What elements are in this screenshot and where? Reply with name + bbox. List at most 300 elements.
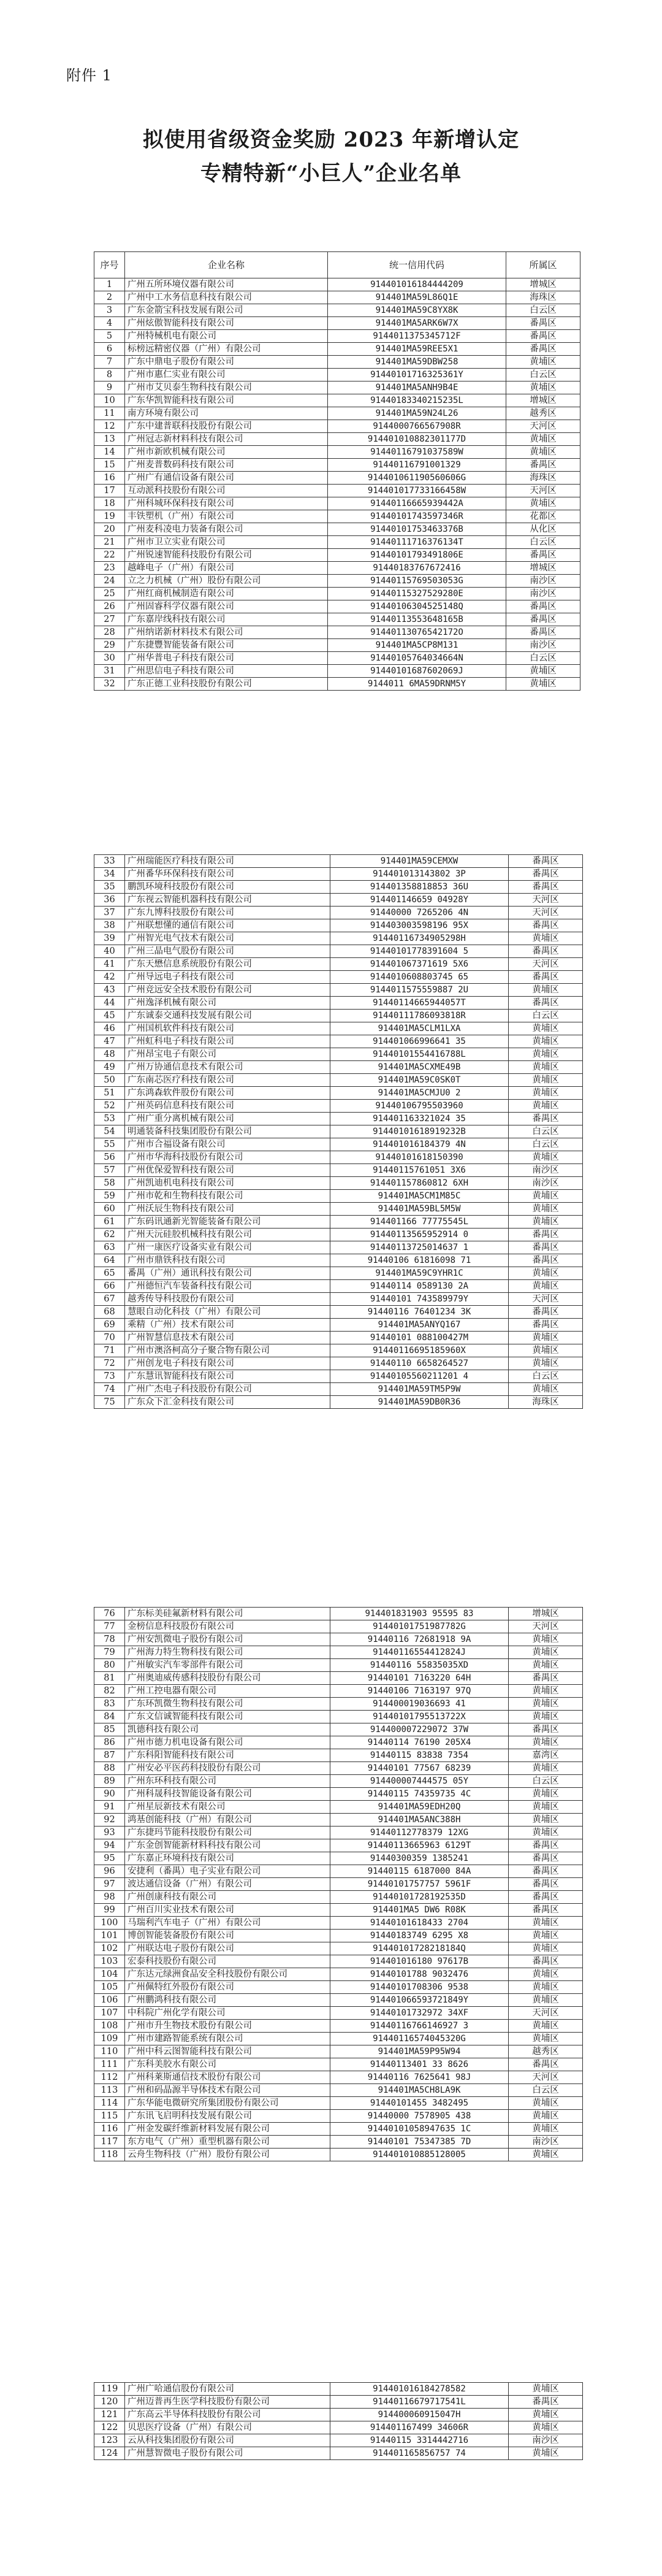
company-name: 南方环境有限公司 — [125, 407, 328, 420]
company-name: 广州广杰电子科技股份有限公司 — [125, 1383, 330, 1396]
row-number: 93 — [94, 1827, 125, 1839]
company-name: 广东标美硅氟新材料有限公司 — [125, 1608, 330, 1620]
district: 黄埔区 — [509, 1383, 583, 1396]
row-number: 62 — [94, 1229, 125, 1241]
company-name: 广州番华环保科技有限公司 — [125, 868, 330, 881]
district: 番禺区 — [509, 881, 583, 894]
row-number: 105 — [94, 1981, 125, 1994]
company-name: 广州广哈通信股份有限公司 — [125, 2383, 330, 2396]
row-number: 94 — [94, 1839, 125, 1852]
credit-code: 914401163321024 35 — [330, 1113, 509, 1125]
table-row — [94, 356, 580, 369]
district: 白云区 — [509, 1138, 583, 1151]
table-row — [94, 1010, 583, 1022]
company-name: 广州联达电子股份有限公司 — [125, 1942, 330, 1955]
row-number: 1 — [94, 278, 125, 291]
row-number: 51 — [94, 1087, 125, 1100]
credit-code: 91440101618150390 — [330, 1151, 509, 1164]
district: 天河区 — [509, 907, 583, 919]
company-name: 广州市华海科技股份有限公司 — [125, 1151, 330, 1164]
credit-code: 914401MA59EDH20Q — [330, 1801, 509, 1814]
table-row — [94, 2097, 583, 2110]
credit-code: 91440106 7163197 97Q — [330, 1685, 509, 1698]
table-row — [94, 472, 580, 485]
company-name: 广州华普电子科技有限公司 — [125, 652, 328, 665]
page-title-line-1: 拟使用省级资金奖励 2023 年新增认定 — [142, 128, 520, 152]
district: 南沙区 — [509, 2434, 583, 2447]
row-number: 38 — [94, 919, 125, 932]
row-number: 49 — [94, 1061, 125, 1074]
credit-code: 91440116791037589W — [328, 446, 506, 459]
district: 黄埔区 — [509, 1981, 583, 1994]
table-row — [94, 1878, 583, 1891]
credit-code: 914401MA5CH8LA9K — [330, 2084, 509, 2097]
table-row — [94, 1981, 583, 1994]
table-row — [94, 665, 580, 678]
credit-code: 91440111786093818R — [330, 1010, 509, 1022]
row-number: 12 — [94, 420, 125, 433]
district: 增城区 — [506, 394, 580, 407]
company-name: 波达通信设备（广州）有限公司 — [125, 1878, 330, 1891]
company-name: 广州五所环境仪器有限公司 — [125, 278, 328, 291]
credit-code: 914401MA59C9YHR1C — [330, 1267, 509, 1280]
company-name: 广州虹科电子科技有限公司 — [125, 1035, 330, 1048]
credit-code: 91440116679717541L — [330, 2396, 509, 2409]
row-number: 35 — [94, 881, 125, 894]
table-row — [94, 945, 583, 958]
district: 黄埔区 — [509, 1994, 583, 2007]
credit-code: 91440111716376134T — [328, 536, 506, 549]
company-name: 广州一康医疗设备实业有限公司 — [125, 1241, 330, 1254]
row-number: 95 — [94, 1852, 125, 1865]
credit-code: 914401MA5 DW6 R08K — [330, 1904, 509, 1917]
company-name: 马瑞利汽车电子（广州）有限公司 — [125, 1917, 330, 1930]
district: 黄埔区 — [509, 1048, 583, 1061]
credit-code: 91440114 76190 205X4 — [330, 1736, 509, 1749]
table-row — [94, 984, 583, 997]
table-row — [94, 1865, 583, 1878]
company-name: 安捷利（番禺）电子实业有限公司 — [125, 1865, 330, 1878]
table-row — [94, 2071, 583, 2084]
credit-code: 914401MA5ANH9B4E — [328, 381, 506, 394]
company-name: 广州创康科技有限公司 — [125, 1891, 330, 1904]
district: 黄埔区 — [509, 1633, 583, 1646]
table-row — [94, 2007, 583, 2020]
credit-code: 91440300359 1385241 — [330, 1852, 509, 1865]
table-row — [94, 1190, 583, 1203]
company-name: 广州竞远安全技术股份有限公司 — [125, 984, 330, 997]
company-name: 云舟生物科技（广州）股份有限公司 — [125, 2149, 330, 2161]
company-name: 广州中工水务信息科技有限公司 — [125, 291, 328, 304]
credit-code: 91440183767672416 — [328, 562, 506, 575]
row-number: 33 — [94, 855, 125, 868]
district: 越秀区 — [506, 407, 580, 420]
district: 黄埔区 — [509, 2447, 583, 2460]
company-name: 广州佩特红外股份有限公司 — [125, 1981, 330, 1994]
table-row — [94, 1672, 583, 1685]
company-name: 广州工控电器有限公司 — [125, 1685, 330, 1698]
credit-code: 91440114 0589130 2A — [330, 1280, 509, 1293]
credit-code: 914401166 77775545L — [330, 1216, 509, 1229]
table-row — [94, 1125, 583, 1138]
district: 天河区 — [509, 894, 583, 907]
row-number: 16 — [94, 472, 125, 485]
company-name: 广东达元绿洲食品安全科技股份有限公司 — [125, 1968, 330, 1981]
row-number: 59 — [94, 1190, 125, 1203]
district: 番禺区 — [509, 1319, 583, 1332]
company-name: 互动派科技股份有限公司 — [125, 485, 328, 497]
row-number: 24 — [94, 575, 125, 588]
district: 番禺区 — [509, 1254, 583, 1267]
row-number: 25 — [94, 588, 125, 600]
credit-code: 914400007229072 37W — [330, 1723, 509, 1736]
credit-code: 91440106 61816098 71 — [330, 1254, 509, 1267]
row-number: 76 — [94, 1608, 125, 1620]
table-row — [94, 446, 580, 459]
row-number: 52 — [94, 1100, 125, 1113]
credit-code: 91440116734905298H — [330, 932, 509, 945]
district: 番禺区 — [509, 997, 583, 1010]
company-name: 广州中科云图智能科技有限公司 — [125, 2045, 330, 2058]
row-number: 107 — [94, 2007, 125, 2020]
table-row — [94, 894, 583, 907]
row-number: 5 — [94, 330, 125, 343]
row-number: 21 — [94, 536, 125, 549]
credit-code: 91440113553648165B — [328, 613, 506, 626]
district: 黄埔区 — [509, 1022, 583, 1035]
table-row — [94, 639, 580, 652]
company-name: 广州市合福设备有限公司 — [125, 1138, 330, 1151]
company-name: 广州智光电气技术有限公司 — [125, 932, 330, 945]
district: 黄埔区 — [509, 984, 583, 997]
credit-code: 91440101 75347385 7D — [330, 2136, 509, 2149]
company-name: 广州逸泽机械有限公司 — [125, 997, 330, 1010]
row-number: 79 — [94, 1646, 125, 1659]
table-row — [94, 600, 580, 613]
table-row — [94, 1762, 583, 1775]
district: 番禺区 — [509, 1955, 583, 1968]
credit-code: 914401157860812 6XH — [330, 1177, 509, 1190]
table-row — [94, 1216, 583, 1229]
credit-code: 9144010608803745 65 — [330, 971, 509, 984]
district: 黄埔区 — [509, 1061, 583, 1074]
credit-code: 91440101728218184Q — [330, 1942, 509, 1955]
table-row — [94, 2110, 583, 2123]
company-name: 广州市卫立实业有限公司 — [125, 536, 328, 549]
table-row — [94, 1646, 583, 1659]
credit-code: 91440115769503053G — [328, 575, 506, 588]
row-number: 22 — [94, 549, 125, 562]
credit-code: 914401MA59L86Q1E — [328, 291, 506, 304]
credit-code: 914401MA59DB0R36 — [330, 1396, 509, 1409]
company-name: 标榜远精密仪器（广州）有限公司 — [125, 343, 328, 356]
company-name: 广州炫傲智能科技有限公司 — [125, 317, 328, 330]
company-name: 中科院广州化学有限公司 — [125, 2007, 330, 2020]
company-name: 金榜信息科技股份有限公司 — [125, 1620, 330, 1633]
company-name: 越秀传导科技股份有限公司 — [125, 1293, 330, 1306]
table-row — [94, 613, 580, 626]
table-row — [94, 1904, 583, 1917]
district: 黄埔区 — [509, 1698, 583, 1711]
credit-code: 91440116554412824J — [330, 1646, 509, 1659]
row-number: 41 — [94, 958, 125, 971]
table-row — [94, 1241, 583, 1254]
credit-code: 91440101 7163220 64H — [330, 1672, 509, 1685]
header-company-name: 企业名称 — [125, 252, 328, 278]
row-number: 10 — [94, 394, 125, 407]
credit-code: 91440101554416788L — [330, 1048, 509, 1061]
district: 黄埔区 — [509, 1711, 583, 1723]
credit-code: 91440110 6658264527 — [330, 1357, 509, 1370]
company-name: 广州市乾和生物科技有限公司 — [125, 1190, 330, 1203]
table-row — [94, 855, 583, 868]
credit-code: 914401MA59DBW258 — [328, 356, 506, 369]
table-row — [94, 1280, 583, 1293]
district: 黄埔区 — [509, 1190, 583, 1203]
table-row — [94, 1852, 583, 1865]
table-row — [94, 1839, 583, 1852]
table-row — [94, 2434, 583, 2447]
table-row — [94, 652, 580, 665]
company-name: 广州导远电子科技有限公司 — [125, 971, 330, 984]
table-row — [94, 1370, 583, 1383]
company-name: 广州广重分离机械有限公司 — [125, 1113, 330, 1125]
company-name: 广州英码信息科技有限公司 — [125, 1100, 330, 1113]
table-row — [94, 536, 580, 549]
credit-code: 91440101058947635 1C — [330, 2123, 509, 2136]
district: 增城区 — [509, 1608, 583, 1620]
table-row — [94, 1396, 583, 1409]
table-row — [94, 1022, 583, 1035]
district: 番禺区 — [509, 868, 583, 881]
row-number: 114 — [94, 2097, 125, 2110]
company-name: 广州德恒汽车装备科技有限公司 — [125, 1280, 330, 1293]
row-number: 96 — [94, 1865, 125, 1878]
company-name: 广州市澳洛柯高分子聚合物有限公司 — [125, 1344, 330, 1357]
table-row — [94, 1061, 583, 1074]
district: 白云区 — [506, 652, 580, 665]
credit-code: 91440101716325361Y — [328, 369, 506, 381]
table-row — [94, 2045, 583, 2058]
district: 番禺区 — [506, 626, 580, 639]
credit-code: 91440112778379 12XG — [330, 1827, 509, 1839]
district: 番禺区 — [506, 613, 580, 626]
district: 番禺区 — [509, 2058, 583, 2071]
company-name: 广州广有通信设备有限公司 — [125, 472, 328, 485]
district: 番禺区 — [506, 459, 580, 472]
company-name: 鸿基创能科技（广州）有限公司 — [125, 1814, 330, 1827]
table-row — [94, 1685, 583, 1698]
credit-code: 91440000 7265206 4N — [330, 907, 509, 919]
district: 黄埔区 — [509, 2421, 583, 2434]
district: 番禺区 — [509, 1891, 583, 1904]
row-number: 78 — [94, 1633, 125, 1646]
table-row — [94, 304, 580, 317]
table-row — [94, 575, 580, 588]
table-row — [94, 1332, 583, 1344]
company-name: 广州科莱斯通信技术股份有限公司 — [125, 2071, 330, 2084]
company-name: 广东码讯通新光智能装备有限公司 — [125, 1216, 330, 1229]
table-row — [94, 343, 580, 356]
row-number: 44 — [94, 997, 125, 1010]
company-name: 广东鸿森软件股份有限公司 — [125, 1087, 330, 1100]
table-row — [94, 433, 580, 446]
credit-code: 914400019036693 41 — [330, 1698, 509, 1711]
credit-code: 914401017733166458W — [328, 485, 506, 497]
district: 番禺区 — [509, 1229, 583, 1241]
credit-code: 91440115 6187000 84A — [330, 1865, 509, 1878]
table-row — [94, 1138, 583, 1151]
table-row — [94, 278, 580, 291]
district: 白云区 — [509, 1370, 583, 1383]
row-number: 23 — [94, 562, 125, 575]
company-name: 广州红商机械制造有限公司 — [125, 588, 328, 600]
credit-code: 914401MA59P95W94 — [330, 2045, 509, 2058]
table-row — [94, 1319, 583, 1332]
row-number: 121 — [94, 2409, 125, 2421]
company-name: 越峰电子（广州）有限公司 — [125, 562, 328, 575]
district: 黄埔区 — [509, 1968, 583, 1981]
row-number: 6 — [94, 343, 125, 356]
table-row — [94, 2123, 583, 2136]
district: 天河区 — [509, 2071, 583, 2084]
credit-code: 914403003598196 95X — [330, 919, 509, 932]
row-number: 58 — [94, 1177, 125, 1190]
company-name: 广州市艾贝泰生物科技有限公司 — [125, 381, 328, 394]
table-row — [94, 2033, 583, 2045]
company-name: 立之力机械（广州）股份有限公司 — [125, 575, 328, 588]
district: 番禺区 — [509, 1113, 583, 1125]
row-number: 60 — [94, 1203, 125, 1216]
credit-code: 91440101618919232B — [330, 1125, 509, 1138]
district: 番禺区 — [509, 2396, 583, 2409]
row-number: 116 — [94, 2123, 125, 2136]
credit-code: 91440114665944057T — [330, 997, 509, 1010]
row-number: 101 — [94, 1930, 125, 1942]
company-name: 广州瑞能医疗科技有限公司 — [125, 855, 330, 868]
company-name: 广州奥迪威传感科技股份有限公司 — [125, 1672, 330, 1685]
row-number: 17 — [94, 485, 125, 497]
district: 天河区 — [506, 485, 580, 497]
credit-code: 91440101 743589979Y — [330, 1293, 509, 1306]
row-number: 73 — [94, 1370, 125, 1383]
company-name: 广州智慧信息技术有限公司 — [125, 1332, 330, 1344]
table-row — [94, 1113, 583, 1125]
credit-code: 91440113665963 6129T — [330, 1839, 509, 1852]
company-name: 广东科美胶水有限公司 — [125, 2058, 330, 2071]
table-segment-4 — [94, 2382, 577, 2460]
row-number: 111 — [94, 2058, 125, 2071]
district: 黄埔区 — [509, 1659, 583, 1672]
company-name: 广州锐速智能科技股份有限公司 — [125, 549, 328, 562]
table-row — [94, 1994, 583, 2007]
district: 黄埔区 — [509, 2409, 583, 2421]
district: 黄埔区 — [506, 678, 580, 691]
company-name: 广州鹏鸿科技有限公司 — [125, 1994, 330, 2007]
company-name: 广州市惠仁实业有限公司 — [125, 369, 328, 381]
credit-code: 914401MA59C8YX8K — [328, 304, 506, 317]
row-number: 80 — [94, 1659, 125, 1672]
table-row — [94, 381, 580, 394]
credit-code: 9144000766567908R — [328, 420, 506, 433]
company-name: 广州慧智微电子股份有限公司 — [125, 2447, 330, 2460]
company-name: 广州百川实业技术有限公司 — [125, 1904, 330, 1917]
company-name: 广东金创智能新材料科技有限公司 — [125, 1839, 330, 1852]
row-number: 26 — [94, 600, 125, 613]
table-row — [94, 1267, 583, 1280]
company-name: 广东华凯智能科技有限公司 — [125, 394, 328, 407]
row-number: 11 — [94, 407, 125, 420]
row-number: 86 — [94, 1736, 125, 1749]
table-row — [94, 971, 583, 984]
table-row — [94, 678, 580, 691]
district: 天河区 — [509, 1293, 583, 1306]
row-number: 66 — [94, 1280, 125, 1293]
district: 嘉湾区 — [509, 1749, 583, 1762]
row-number: 99 — [94, 1904, 125, 1917]
credit-code: 91440116 72681918 9A — [330, 1633, 509, 1646]
table-row — [94, 1814, 583, 1827]
credit-code: 91440101757757 5961F — [330, 1878, 509, 1891]
table-row — [94, 1357, 583, 1370]
table-row — [94, 2396, 583, 2409]
credit-code: 91440113076542172O — [328, 626, 506, 639]
row-number: 82 — [94, 1685, 125, 1698]
credit-code: 914401MA5ARK6W7X — [328, 317, 506, 330]
table-row — [94, 407, 580, 420]
company-name: 广州安凯微电子股份有限公司 — [125, 1633, 330, 1646]
company-name: 广州东环科技有限公司 — [125, 1775, 330, 1788]
district: 海珠区 — [509, 1396, 583, 1409]
credit-code: 914401358818853 36U — [330, 881, 509, 894]
credit-code: 91440115 83838 7354 — [330, 1749, 509, 1762]
credit-code: 9144011375345712F — [328, 330, 506, 343]
company-name: 乘精（广州）技术有限公司 — [125, 1319, 330, 1332]
row-number: 81 — [94, 1672, 125, 1685]
district: 白云区 — [509, 1125, 583, 1138]
table-row — [94, 2383, 583, 2396]
row-number: 39 — [94, 932, 125, 945]
row-number: 47 — [94, 1035, 125, 1048]
district: 番禺区 — [509, 919, 583, 932]
row-number: 71 — [94, 1344, 125, 1357]
row-number: 109 — [94, 2033, 125, 2045]
row-number: 72 — [94, 1357, 125, 1370]
row-number: 83 — [94, 1698, 125, 1711]
header-credit-code: 统一信用代码 — [328, 252, 506, 278]
credit-code: 914401013143802 3P — [330, 868, 509, 881]
company-name: 广州金发碳纤维新材料发展有限公司 — [125, 2123, 330, 2136]
table-row — [94, 1164, 583, 1177]
row-number: 69 — [94, 1319, 125, 1332]
credit-code: 91440116791001329 — [328, 459, 506, 472]
credit-code: 91440115761051 3X6 — [330, 1164, 509, 1177]
company-name: 广东南芯医疗科技有限公司 — [125, 1074, 330, 1087]
credit-code: 9144011575559887 2U — [330, 984, 509, 997]
credit-code: 914401016184278582 — [330, 2383, 509, 2396]
district: 番禺区 — [509, 1839, 583, 1852]
district: 南沙区 — [509, 1164, 583, 1177]
credit-code: 91440105560211201 4 — [330, 1370, 509, 1383]
company-name: 广东嘉正环境科技有限公司 — [125, 1852, 330, 1865]
table-row — [94, 588, 580, 600]
row-number: 102 — [94, 1942, 125, 1955]
row-number: 119 — [94, 2383, 125, 2396]
row-number: 98 — [94, 1891, 125, 1904]
district: 海珠区 — [506, 291, 580, 304]
credit-code: 91440183340215235L — [328, 394, 506, 407]
company-name: 广东华能电微研究所集团股份有限公司 — [125, 2097, 330, 2110]
